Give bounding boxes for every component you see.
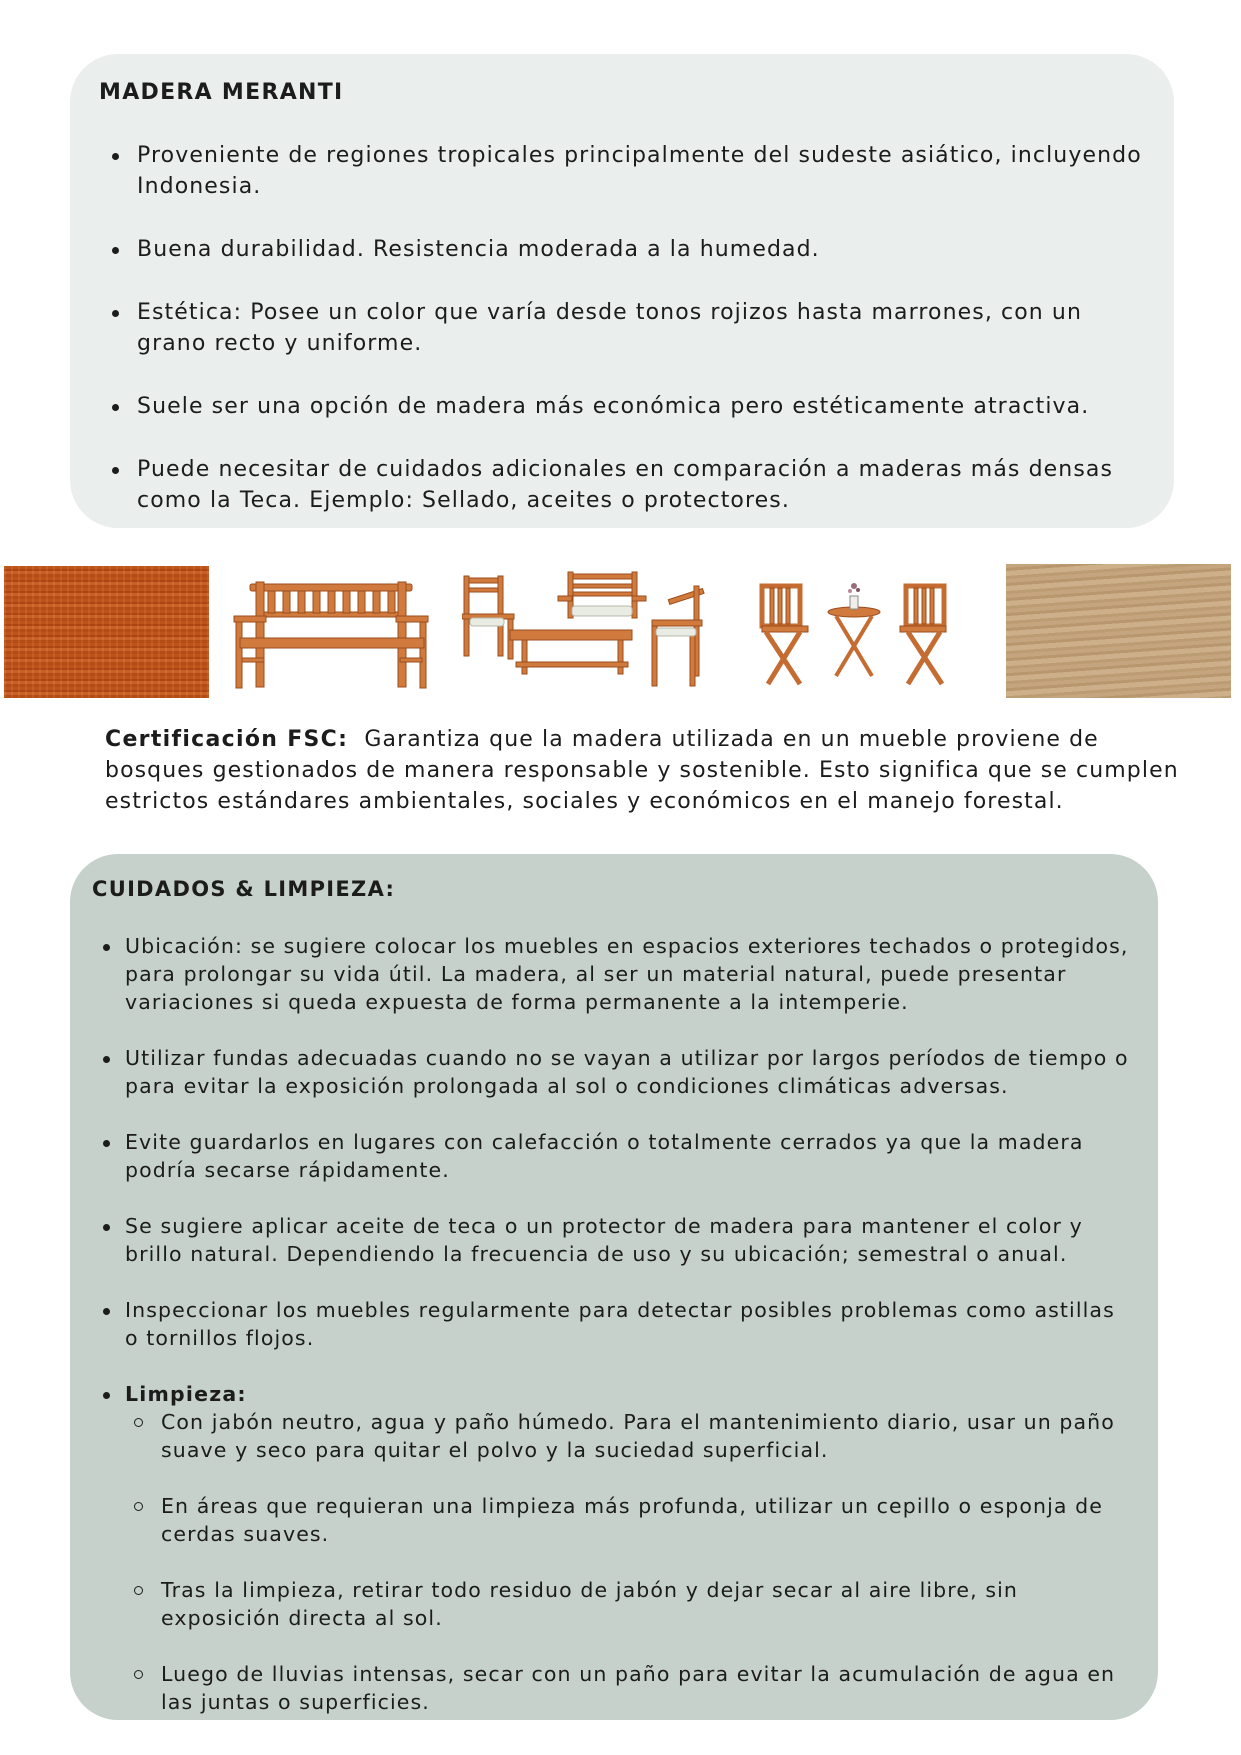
meranti-wood-swatch <box>4 566 209 698</box>
care-bullet: Ubicación: se sugiere colocar los muebles en espacios exteriores techados o protegidos, para prolongar su vida útil. La madera, al ser un material natural, puede presentar variaciones si queda expuesta de forma permanente a la intemperie. <box>92 932 1136 1016</box>
bullet-icon <box>103 1392 110 1399</box>
bullet-icon <box>112 153 119 160</box>
sofa-set-image <box>462 570 722 692</box>
cleaning-item: En áreas que requieran una limpieza más profunda, utilizar un cepillo o esponja de cerdas suaves. <box>125 1492 1136 1548</box>
meranti-title: MADERA MERANTI <box>99 80 344 105</box>
care-bullet: Evite guardarlos en lugares con calefacción o totalmente cerrados ya que la madera podría secarse rápidamente. <box>92 1128 1136 1184</box>
bullet-icon <box>112 467 119 474</box>
bullet-icon <box>103 1140 110 1147</box>
bistro-set-image <box>756 572 952 690</box>
fsc-label: Certificación FSC: <box>105 727 349 752</box>
circle-bullet-icon <box>134 1670 143 1679</box>
bullet-icon <box>112 310 119 317</box>
cleaning-item: Tras la limpieza, retirar todo residuo de jabón y dejar secar al aire libre, sin exposición directa al sol. <box>125 1576 1136 1632</box>
meranti-bullet: Estética: Posee un color que varía desde tonos rojizos hasta marrones, con un grano recto y uniforme. <box>99 297 1151 359</box>
circle-bullet-icon <box>134 1502 143 1511</box>
care-bullet: Se sugiere aplicar aceite de teca o un protector de madera para mantener el color y brillo natural. Dependiendo la frecuencia de uso y su ubicación; semestral o anual. <box>92 1212 1136 1268</box>
care-list <box>92 932 1136 1716</box>
care-bullet: Utilizar fundas adecuadas cuando no se vayan a utilizar por largos períodos de tiempo o para evitar la exposición prolongada al sol o condiciones climáticas adversas. <box>92 1044 1136 1100</box>
bullet-icon <box>103 944 110 951</box>
bullet-icon <box>103 1308 110 1315</box>
fsc-text: Garantiza que la madera utilizada en un mueble proviene de bosques gestionados de manera responsable y sostenible. Esto significa que se cumplen estrictos estándares ambientales, sociales y económicos en el manejo forestal. <box>105 727 1179 814</box>
meranti-panel <box>70 54 1174 528</box>
meranti-bullet: Puede necesitar de cuidados adicionales en comparación a maderas más densas como la Teca. Ejemplo: Sellado, aceites o protectores. <box>99 454 1151 516</box>
care-bullet: Inspeccionar los muebles regularmente para detectar posibles problemas como astillas o tornillos flojos. <box>92 1296 1136 1352</box>
meranti-bullet: Proveniente de regiones tropicales principalmente del sudeste asiático, incluyendo Indonesia. <box>99 140 1151 202</box>
care-panel <box>70 854 1158 1720</box>
bullet-icon <box>103 1056 110 1063</box>
meranti-list <box>99 140 1151 548</box>
cleaning-list <box>125 1408 1136 1716</box>
cleaning-item: Luego de lluvias intensas, secar con un paño para evitar la acumulación de agua en las juntas o superficies. <box>125 1660 1136 1716</box>
care-title: CUIDADOS & LIMPIEZA: <box>92 877 396 901</box>
bullet-icon <box>103 1224 110 1231</box>
cleaning-item: Con jabón neutro, agua y paño húmedo. Para el mantenimiento diario, usar un paño suave y seco para quitar el polvo y la suciedad superficial. <box>125 1408 1136 1464</box>
fsc-paragraph <box>105 724 1185 817</box>
cleaning-label: Limpieza: <box>125 1382 247 1406</box>
meranti-bullet: Suele ser una opción de madera más económica pero estéticamente atractiva. <box>99 391 1151 422</box>
meranti-bullet: Buena durabilidad. Resistencia moderada a la humedad. <box>99 234 1151 265</box>
light-wood-swatch <box>1006 564 1231 698</box>
circle-bullet-icon <box>134 1418 143 1427</box>
bullet-icon <box>112 404 119 411</box>
bullet-icon <box>112 247 119 254</box>
cleaning-bullet <box>92 1380 1136 1716</box>
bench-image <box>228 572 432 694</box>
circle-bullet-icon <box>134 1586 143 1595</box>
